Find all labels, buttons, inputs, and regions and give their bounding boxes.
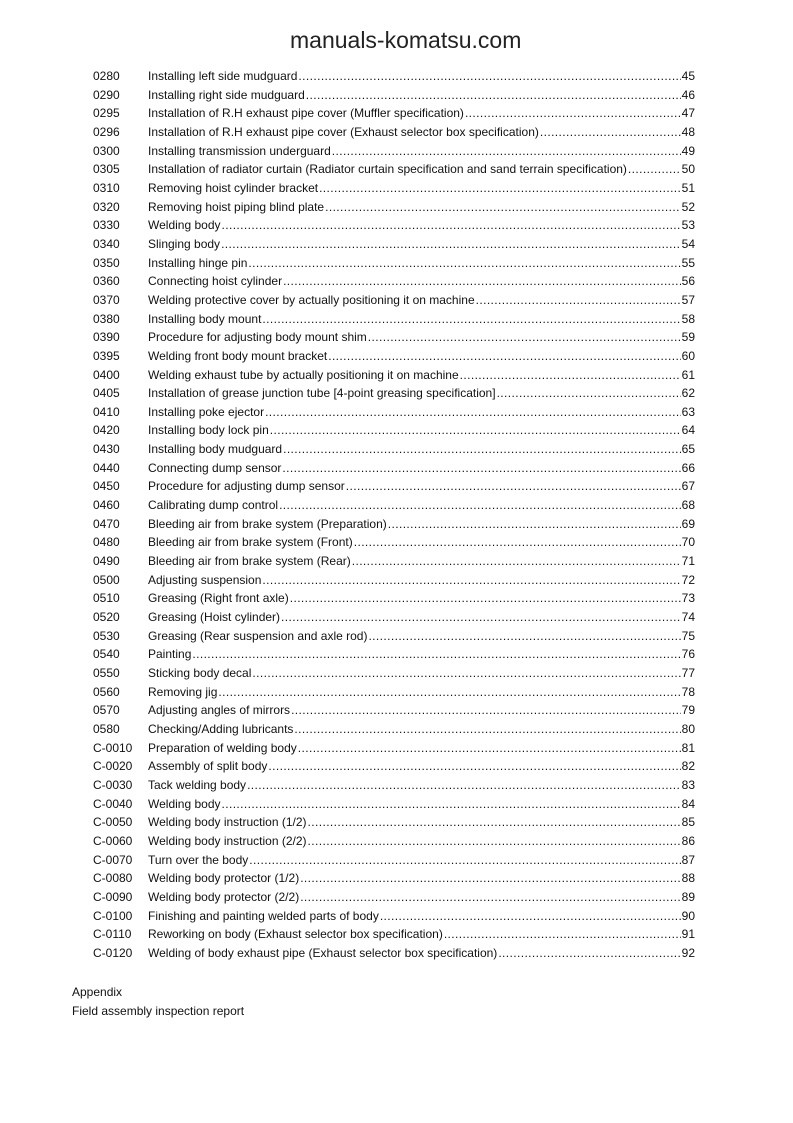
entry-title: Installing body mount xyxy=(148,311,262,326)
entry-number: 0520 xyxy=(93,610,120,625)
entry-number: 0560 xyxy=(93,684,120,699)
entry-page: 90 xyxy=(681,908,695,923)
dot-leader xyxy=(248,254,680,273)
entry-title: Welding of body exhaust pipe (Exhaust selector box specification) xyxy=(148,945,498,960)
entry-page: 62 xyxy=(681,386,695,401)
entry-title: Welding exhaust tube by actually positioning it on machine xyxy=(148,367,459,382)
entry-title: Greasing (Rear suspension and axle rod) xyxy=(148,628,368,643)
entry-number: 0410 xyxy=(93,404,120,419)
toc-entry xyxy=(93,272,695,291)
toc-entry xyxy=(93,459,695,478)
entry-page: 87 xyxy=(681,852,695,867)
entry-number: 0440 xyxy=(93,460,120,475)
toc-entry xyxy=(93,645,695,664)
toc-entry xyxy=(93,291,695,310)
entry-page: 74 xyxy=(681,610,695,625)
entry-page: 78 xyxy=(681,684,695,699)
entry-title: Turn over the body xyxy=(148,852,249,867)
entry-number: 0290 xyxy=(93,87,120,102)
entry-title: Connecting dump sensor xyxy=(148,460,282,475)
entry-title: Assembly of split body xyxy=(148,759,268,774)
toc-entry xyxy=(93,832,695,851)
entry-number: 0320 xyxy=(93,199,120,214)
entry-page: 58 xyxy=(681,311,695,326)
entry-number: C-0060 xyxy=(93,833,133,848)
toc-entry xyxy=(93,795,695,814)
dot-leader xyxy=(282,459,680,478)
entry-page: 88 xyxy=(681,871,695,886)
entry-title: Welding front body mount bracket xyxy=(148,348,328,363)
dot-leader xyxy=(444,925,681,944)
toc-entry xyxy=(93,347,695,366)
dot-leader xyxy=(192,645,680,664)
entry-page: 91 xyxy=(681,927,695,942)
dot-leader xyxy=(300,888,680,907)
entry-page: 77 xyxy=(681,666,695,680)
entry-page: 79 xyxy=(681,703,695,718)
dot-leader xyxy=(283,272,681,291)
entry-title: Removing hoist piping blind plate xyxy=(148,199,325,214)
entry-number: 0580 xyxy=(93,721,120,736)
toc-entry xyxy=(93,589,695,608)
entry-title: Procedure for adjusting dump sensor xyxy=(148,479,345,494)
dot-leader xyxy=(368,627,680,646)
entry-page: 92 xyxy=(681,945,695,960)
entry-number: 0530 xyxy=(93,628,120,643)
toc-entry xyxy=(93,813,695,832)
entry-page: 89 xyxy=(681,889,695,904)
entry-page: 50 xyxy=(681,162,695,177)
entry-title: Removing hoist cylinder bracket xyxy=(148,180,319,195)
entry-title: Welding body xyxy=(148,796,221,811)
entry-number: 0480 xyxy=(93,535,120,550)
toc-entry xyxy=(93,664,695,683)
toc-entry xyxy=(93,907,695,926)
entry-number: C-0010 xyxy=(93,740,133,755)
entry-page: 54 xyxy=(681,236,695,251)
appendix-section xyxy=(72,983,244,1021)
dot-leader xyxy=(352,552,681,571)
dot-leader xyxy=(332,142,681,161)
dot-leader xyxy=(328,347,680,366)
entry-number: 0500 xyxy=(93,572,120,587)
watermark: manuals-komatsu.com xyxy=(290,27,522,53)
entry-number: 0400 xyxy=(93,367,120,382)
toc-entry xyxy=(93,403,695,422)
toc-entry xyxy=(93,310,695,329)
dot-leader xyxy=(262,571,680,590)
entry-title: Removing jig xyxy=(148,684,218,699)
toc-entry xyxy=(93,776,695,795)
entry-number: 0460 xyxy=(93,498,120,513)
entry-number: 0340 xyxy=(93,236,120,251)
entry-page: 64 xyxy=(681,423,695,438)
entry-number: 0430 xyxy=(93,442,120,457)
toc-entry xyxy=(93,515,695,534)
dot-leader xyxy=(294,720,680,739)
dot-leader xyxy=(218,683,680,702)
entry-title: Reworking on body (Exhaust selector box specification) xyxy=(148,927,443,942)
entry-number: 0510 xyxy=(93,591,120,606)
toc-entry xyxy=(93,123,695,142)
toc-entry xyxy=(93,216,695,235)
entry-page: 81 xyxy=(681,740,695,755)
entry-number: C-0090 xyxy=(93,889,133,904)
dot-leader xyxy=(380,907,681,926)
entry-page: 76 xyxy=(681,647,695,662)
toc-entry xyxy=(93,160,695,179)
entry-page: 49 xyxy=(681,143,695,158)
entry-number: C-0020 xyxy=(93,759,133,774)
toc-entry xyxy=(93,888,695,907)
entry-number: 0570 xyxy=(93,703,120,718)
entry-page: 75 xyxy=(681,628,695,643)
dot-leader xyxy=(354,533,681,552)
toc-entry xyxy=(93,851,695,870)
toc-entry xyxy=(93,627,695,646)
entry-title: Installation of radiator curtain (Radiator curtain specification and sand terrain specification) xyxy=(148,162,627,177)
entry-page: 65 xyxy=(681,442,695,457)
entry-title: Welding protective cover by actually positioning it on machine xyxy=(148,292,475,307)
entry-title: Procedure for adjusting body mount shim xyxy=(148,330,367,345)
dot-leader xyxy=(306,86,681,105)
dot-leader xyxy=(283,440,681,459)
dot-leader xyxy=(540,123,681,142)
entry-page: 69 xyxy=(681,516,695,531)
entry-title: Painting xyxy=(148,647,192,662)
entry-page: 82 xyxy=(681,759,695,774)
entry-title: Checking/Adding lubricants xyxy=(148,721,294,736)
dot-leader xyxy=(319,179,681,198)
entry-page: 84 xyxy=(681,796,695,811)
entry-page: 71 xyxy=(681,554,695,569)
toc-entry xyxy=(93,104,695,123)
entry-title: Slinging body xyxy=(148,236,221,251)
dot-leader xyxy=(291,701,681,720)
toc-entry xyxy=(93,757,695,776)
entry-page: 53 xyxy=(681,218,695,233)
toc-entry xyxy=(93,384,695,403)
toc-entry xyxy=(93,198,695,217)
toc-entry xyxy=(93,477,695,496)
toc-entry xyxy=(93,533,695,552)
dot-leader xyxy=(249,851,680,870)
dot-leader xyxy=(476,291,681,310)
entry-number: 0390 xyxy=(93,330,120,345)
toc-entry xyxy=(93,366,695,385)
entry-number: C-0110 xyxy=(93,927,132,942)
entry-title: Installation of R.H exhaust pipe cover (Muffler specification) xyxy=(148,106,464,121)
entry-title: Bleeding air from brake system (Preparation) xyxy=(148,516,387,531)
entry-title: Greasing (Right front axle) xyxy=(148,591,289,606)
entry-title: Connecting hoist cylinder xyxy=(148,274,283,289)
toc-entry xyxy=(93,552,695,571)
entry-title: Sticking body decal xyxy=(148,666,252,680)
entry-page: 48 xyxy=(681,124,695,139)
entry-number: 0360 xyxy=(93,274,120,289)
entry-title: Bleeding air from brake system (Front) xyxy=(148,535,353,550)
dot-leader xyxy=(308,813,681,832)
entry-number: 0370 xyxy=(93,292,120,307)
entry-title: Welding body instruction (2/2) xyxy=(148,833,307,848)
dot-leader xyxy=(270,421,681,440)
entry-title: Installation of R.H exhaust pipe cover (Exhaust selector box specification) xyxy=(148,124,539,139)
toc-entry xyxy=(93,440,695,459)
dot-leader xyxy=(247,776,681,795)
entry-page: 56 xyxy=(681,274,695,289)
entry-number: 0395 xyxy=(93,348,120,363)
toc-entry xyxy=(93,683,695,702)
dot-leader xyxy=(268,757,680,776)
toc-entry xyxy=(93,235,695,254)
entry-title: Installing left side mudguard xyxy=(148,69,298,83)
entry-title: Installing poke ejector xyxy=(148,404,265,419)
entry-number: 0300 xyxy=(93,143,120,158)
entry-title: Installing body mudguard xyxy=(148,442,283,457)
toc-entry xyxy=(93,142,695,161)
dot-leader xyxy=(281,608,681,627)
entry-number: 0550 xyxy=(93,666,120,680)
entry-page: 68 xyxy=(681,498,695,513)
entry-number: 0420 xyxy=(93,423,120,438)
entry-title: Finishing and painting welded parts of body xyxy=(148,908,379,923)
entry-title: Calibrating dump control xyxy=(148,498,279,513)
entry-page: 55 xyxy=(681,255,695,270)
entry-title: Welding body xyxy=(148,218,221,233)
dot-leader xyxy=(252,664,680,683)
dot-leader xyxy=(298,67,680,86)
entry-number: 0540 xyxy=(93,647,120,662)
dot-leader xyxy=(298,739,681,758)
toc-entry xyxy=(93,701,695,720)
entry-number: 0380 xyxy=(93,311,120,326)
toc-entry xyxy=(93,254,695,273)
entry-number: 0450 xyxy=(93,479,120,494)
entry-title: Welding body protector (2/2) xyxy=(148,889,300,904)
entry-page: 51 xyxy=(681,180,695,195)
dot-leader xyxy=(300,869,680,888)
entry-number: C-0080 xyxy=(93,871,133,886)
dot-leader xyxy=(346,477,681,496)
entry-number: C-0050 xyxy=(93,815,133,830)
dot-leader xyxy=(308,832,681,851)
entry-page: 60 xyxy=(681,348,695,363)
entry-title: Adjusting suspension xyxy=(148,572,262,587)
toc-entry xyxy=(93,944,695,963)
toc-entry xyxy=(93,328,695,347)
entry-number: 0296 xyxy=(93,124,120,139)
entry-number: 0405 xyxy=(93,386,120,401)
entry-page: 72 xyxy=(681,572,695,587)
entry-number: 0490 xyxy=(93,554,120,569)
entry-page: 86 xyxy=(681,833,695,848)
entry-page: 85 xyxy=(681,815,695,830)
entry-number: C-0030 xyxy=(93,777,133,792)
toc-entry xyxy=(93,421,695,440)
entry-page: 59 xyxy=(681,330,695,345)
dot-leader xyxy=(498,944,680,963)
entry-number: 0330 xyxy=(93,218,120,233)
dot-leader xyxy=(279,496,681,515)
dot-leader xyxy=(465,104,681,123)
entry-title: Welding body protector (1/2) xyxy=(148,871,300,886)
appendix-heading: Appendix xyxy=(72,985,123,999)
dot-leader xyxy=(628,160,681,179)
dot-leader xyxy=(265,403,681,422)
toc-entry xyxy=(93,67,695,86)
entry-page: 70 xyxy=(681,535,695,550)
dot-leader xyxy=(497,384,681,403)
dot-leader xyxy=(368,328,681,347)
toc-entry xyxy=(93,739,695,758)
toc-entry xyxy=(93,925,695,944)
dot-leader xyxy=(262,310,680,329)
entry-number: 0280 xyxy=(93,69,120,83)
entry-title: Bleeding air from brake system (Rear) xyxy=(148,554,351,569)
dot-leader xyxy=(460,366,681,385)
entry-number: 0295 xyxy=(93,106,120,121)
entry-number: C-0100 xyxy=(93,908,133,923)
entry-page: 83 xyxy=(681,777,695,792)
entry-title: Installing body lock pin xyxy=(148,423,269,438)
appendix-item: Field assembly inspection report xyxy=(72,1004,245,1018)
toc-entry xyxy=(93,571,695,590)
dot-leader xyxy=(222,795,681,814)
toc-entry xyxy=(93,720,695,739)
entry-title: Installation of grease junction tube [4-point greasing specification] xyxy=(148,386,496,401)
dot-leader xyxy=(221,235,681,254)
entry-number: C-0070 xyxy=(93,852,133,867)
entry-page: 73 xyxy=(681,591,695,606)
entry-page: 80 xyxy=(681,721,695,736)
table-of-contents xyxy=(93,67,695,963)
entry-number: 0305 xyxy=(93,162,120,177)
entry-title: Preparation of welding body xyxy=(148,740,297,755)
entry-page: 46 xyxy=(681,87,695,102)
entry-title: Installing hinge pin xyxy=(148,255,248,270)
entry-number: 0350 xyxy=(93,255,120,270)
entry-page: 63 xyxy=(681,404,695,419)
entry-title: Welding body instruction (1/2) xyxy=(148,815,307,830)
entry-title: Installing right side mudguard xyxy=(148,87,305,102)
entry-number: C-0120 xyxy=(93,945,133,960)
toc-entry xyxy=(93,608,695,627)
entry-page: 66 xyxy=(681,460,695,475)
dot-leader xyxy=(290,589,681,608)
toc-entry xyxy=(93,86,695,105)
entry-title: Greasing (Hoist cylinder) xyxy=(148,610,281,625)
entry-page: 52 xyxy=(681,199,695,214)
dot-leader xyxy=(388,515,681,534)
entry-number: 0470 xyxy=(93,516,120,531)
entry-number: C-0040 xyxy=(93,796,133,811)
entry-title: Adjusting angles of mirrors xyxy=(148,703,291,718)
dot-leader xyxy=(222,216,681,235)
dot-leader xyxy=(325,198,681,217)
entry-page: 47 xyxy=(681,106,695,121)
entry-number: 0310 xyxy=(93,180,120,195)
entry-title: Tack welding body xyxy=(148,777,247,792)
toc-entry xyxy=(93,179,695,198)
entry-page: 61 xyxy=(681,367,695,382)
toc-entry xyxy=(93,869,695,888)
toc-entry xyxy=(93,496,695,515)
entry-page: 45 xyxy=(681,69,695,83)
entry-page: 57 xyxy=(681,292,695,307)
entry-title: Installing transmission underguard xyxy=(148,143,331,158)
entry-page: 67 xyxy=(681,479,695,494)
